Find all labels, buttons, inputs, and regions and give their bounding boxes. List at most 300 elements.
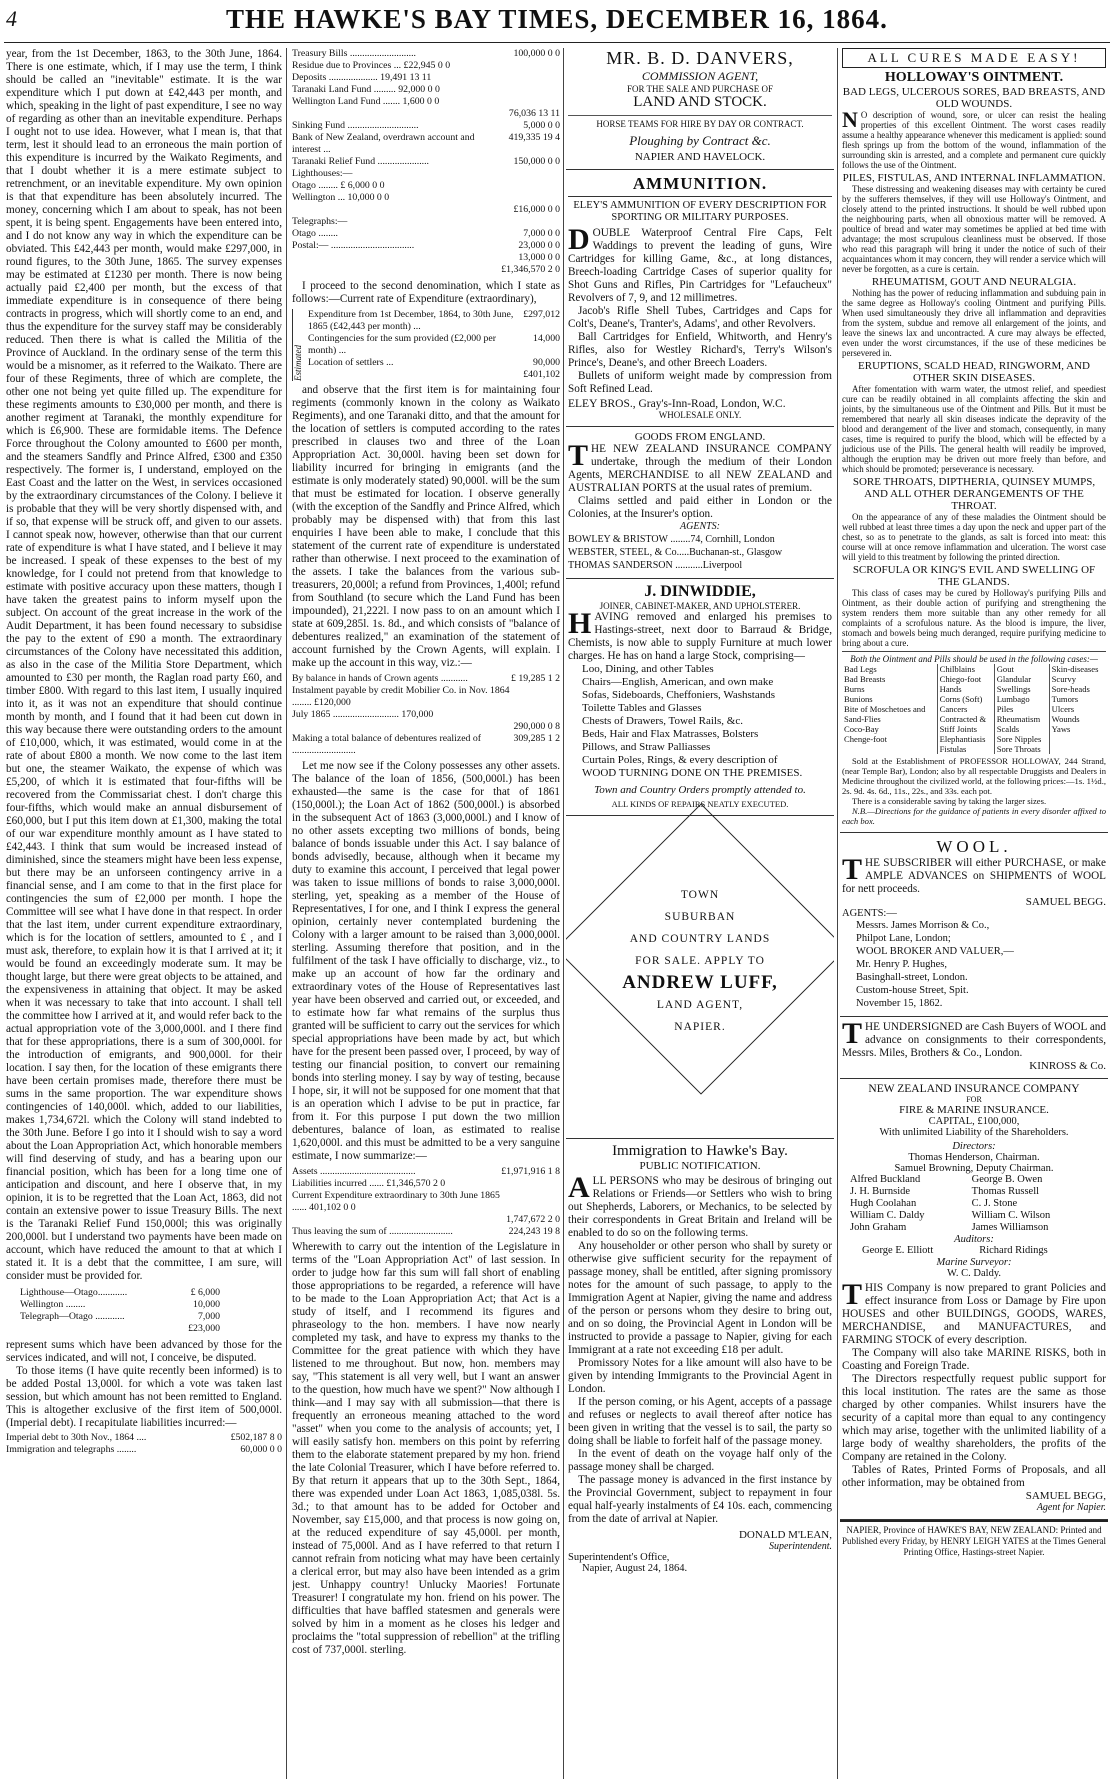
- director-row: [850, 1174, 1100, 1186]
- insurance-capital: CAPITAL, £100,000,: [928, 1116, 1020, 1127]
- kinross-text: HE UNDERSIGNED are Cash Buyers of WOOL and advance on consignments to their correspondents, Messrs. Miles, Brothers & Co., London.: [842, 1021, 1106, 1059]
- kinross-advertisement: [840, 1017, 1108, 1079]
- table-row: [292, 156, 560, 168]
- article-paragraph: I proceed to the second denomination, which I state as follows:—Current rate of Expenditure (extraordinary),: [292, 280, 560, 305]
- table-cell: £401,102: [523, 369, 560, 380]
- immigration-text: The passage money is advanced in the first instance by the Provincial Government, subject to repayment in four equal half-yearly instalments of £4 10s. each, commencing from the date of arrival at Napier.: [568, 1474, 832, 1525]
- insurance-for: FOR: [966, 1095, 982, 1104]
- table-cell: Hands: [937, 684, 994, 694]
- table-row: [292, 1166, 560, 1178]
- table-cell: Bite of Moschetoes and: [844, 704, 926, 714]
- table-cell: Contracted &: [937, 714, 994, 724]
- table-cell: Sore-heads: [1049, 684, 1106, 694]
- table-cell: 13,000 0 0: [518, 252, 560, 263]
- wool-agents-list: [842, 919, 1106, 1010]
- table-row: [292, 204, 560, 216]
- insurance-auditors-table: [862, 1245, 1092, 1257]
- table-cell: [1049, 744, 1106, 754]
- table-cell: Instalment payable by credit Mobilier Co. in Nov. 1864 ........ £120,000: [292, 685, 510, 708]
- table-cell: Imperial debt to 30th Nov., 1864 ....: [6, 1432, 147, 1443]
- dinwiddie-trade: JOINER, CABINET-MAKER, AND UPHOLSTERER.: [599, 601, 801, 611]
- insurance-surveyor-label: Marine Surveyor:: [936, 1257, 1012, 1268]
- table-row: [292, 264, 560, 276]
- ammunition-advertisement: [566, 170, 834, 427]
- insurance-advertisement: [840, 1079, 1108, 1520]
- holloway-heading: PILES, FISTULAS, AND INTERNAL INFLAMMATION.: [842, 172, 1106, 184]
- column-4-advertisements: [840, 48, 1108, 1779]
- table-row: [308, 309, 560, 333]
- wool-agent: November 15, 1862.: [856, 998, 943, 1009]
- table-row: [292, 120, 560, 132]
- wool-agent: Philpot Lane, London;: [856, 933, 951, 944]
- ammunition-wholesale: WHOLESALE ONLY.: [658, 410, 742, 420]
- dinwiddie-items: [568, 663, 832, 780]
- furniture-item: WOOD TURNING DONE ON THE PREMISES.: [582, 767, 803, 779]
- wool-agent: Basinghall-street, London.: [856, 972, 968, 983]
- drop-cap: T: [842, 1278, 863, 1311]
- table-cell: Chiego-foot: [937, 674, 994, 684]
- holloway-heading: SORE THROATS, DIPTHERIA, QUINSEY MUMPS, AND ALL OTHER DERANGEMENTS OF THE THROAT.: [852, 476, 1096, 512]
- table-cell: Wellington Land Fund ....... 1,600 0 0: [292, 96, 440, 107]
- table-row: [292, 228, 560, 240]
- table-cell: [501, 96, 560, 108]
- holloway-cases-table: [842, 664, 1106, 754]
- danvers-name: MR. B. D. DANVERS,: [606, 48, 794, 68]
- table-cell: Chilblains: [937, 664, 994, 674]
- table-cell: Immigration and telegraphs ........: [6, 1444, 137, 1455]
- insurance-signer-role: Agent for Napier.: [1036, 1502, 1106, 1513]
- table-row: [292, 132, 560, 156]
- table-cell: 14,000: [533, 333, 560, 344]
- goods-text: HE NEW ZEALAND INSURANCE COMPANY undertake, through the medium of their London Agents, MERCHANDISE to all NEW ZEALAND and AUSTRALIAN PORTS at the usual rates of premium.: [568, 443, 832, 494]
- article-paragraph: Let me now see if the Colony possesses any other assets. The balance of the loan of 1856, (500,000l.) has been exhausted—the same is the case for that of 1861 (150,000l.); the Loan Act of 1862 (500,000l.) is absorbed in the subsequent Act of 1863 (3,000,000l.) and I know of no other assets excepting two millions of bonds, being balance of bonds issuable under this Act. I say balance of bonds advisedly, because, although when it became my duty to examine this account, I perceived that legal power was taken to issue millions of bonds to raise 3,000,000l. sterling, yet, speaking as a member of the House of Representatives, I for one, and I think I express the general opinion, certainly never contemplated burdening the Colony with a larger amount to be raised than 3,000,000l. sterling. Assuming therefore that position, and in the fulfilment of the task I have officially to discharge, viz., to make up an account of how far the ordinary and extraordinary votes of the House of Representatives last year have been observed and carried out, or exceeded, and to estimate how far what remains of the surplus thus granted will be sufficient to carry out the services for which special appropriations have been made by act, but which have for the present been passed over, I proceed, by way of testing our financial position, to convert our remaining bonds into sterling money. I say by way of testing, because I hope, sir, it will not be supposed for one moment that that is an operation which I advise to be put in practice, far from it. For this purpose I put down the two million debentures, balance of loan, as estimated to realise 1,620,000l. and this must be admitted to be a very sanguine estimate, I now summarize:—: [292, 760, 560, 1162]
- table-cell: Wounds: [1049, 714, 1106, 724]
- table-cell: Skin-diseases: [1049, 664, 1106, 674]
- holloway-nb: N.B.—Directions for the guidance of patients in every disorder affixed to each box.: [842, 806, 1106, 826]
- dinwiddie-text: AVING removed and enlarged his premises to Hastings-street, next door to Barraud & Bridge, Chemists, is now able to supply Furniture at much lower charges. He has on hand a large Stock, comprising—: [568, 611, 832, 662]
- cases-row: [842, 714, 1106, 724]
- table-cell: 60,000 0 0: [240, 1444, 282, 1455]
- immigration-text: If the person coming, or his Agent, accepts of a passage and refuses or neglects to avail thereof after notice has been given in writing that the vessel is to sail, the party so doing shall be liable to forfeit half of the passage money.: [568, 1396, 832, 1447]
- danvers-horses: HORSE TEAMS FOR HIRE BY DAY OR CONTRACT.: [568, 115, 832, 129]
- table-cell: Gout: [994, 664, 1049, 674]
- luff-line: SUBURBAN: [664, 911, 736, 923]
- table-cell: 7,000: [197, 1311, 220, 1322]
- article-paragraph: and observe that the first item is for maintaining four regiments (commonly known in the colony as Waikato Regiments), and one Taranaki ditto, and that the amount for the location of settlers is computed according to the rates prescribed in clauses two and three of the Loan Appropriation Act. 30,000l. having been set down for liability incurred for bringing in emigrants (and the estimate is only moderately stated) 90,000l. will be the sum that must be estimated for location. I observe generally (with the exception of the Sandfly and Prince Alfred, which probably may be dispensed with) that from this last enquiries I have been able to make, I conclude that this statement of the current rate of expenditure is understated rather than otherwise. I next proceed to the examination of the assets. I take the balances from the various sub-treasurers, 20,000l; a refund from Provinces, 1,400l; refund from Southland (to secure which the Land Fund has been impounded), 21,222l. I now pass to on an amount which I state at 609,285l. 1s. 8d., and which consists of "balance of debentures realized," an examination of the statement of account furnished by the Crown Agents, will explain. I make up the account in this way, viz.:—: [292, 384, 560, 669]
- printer-imprint: NAPIER, Province of HAWKE'S BAY, NEW ZEALAND: Printed and Published every Friday, by HENRY LEIGH YATES at the Times General Printing Office, Hastings-street Napier.: [840, 1520, 1108, 1558]
- insurance-signer: SAMUEL BEGG,: [1025, 1490, 1106, 1502]
- table-cell: Telegraph—Otago ............: [20, 1311, 125, 1322]
- table-row: [292, 1190, 560, 1214]
- table-cell: Taranaki Relief Fund .....................: [292, 156, 429, 167]
- table-cell: [501, 192, 560, 204]
- table-cell: Scurvy: [1049, 674, 1106, 684]
- liabilities-recap-table: [6, 1432, 282, 1456]
- kinross-signer: KINROSS & Co.: [1029, 1060, 1106, 1072]
- table-cell: Otago ........: [292, 228, 338, 239]
- furniture-item: Beds, Hair and Flax Matrasses, Bolsters: [582, 728, 759, 740]
- table-cell: Sinking Fund .............................: [292, 120, 419, 131]
- cases-row: [842, 674, 1106, 684]
- liabilities-subtable: [20, 1287, 220, 1335]
- table-cell: [511, 685, 560, 709]
- cases-row: [842, 664, 1106, 674]
- table-row: [6, 1444, 282, 1456]
- table-row: [292, 84, 560, 96]
- table-row: [20, 1323, 220, 1335]
- table-cell: 224,243 19 8: [508, 1226, 560, 1237]
- newspaper-title: THE HAWKE'S BAY TIMES, DECEMBER 16, 1864.: [226, 4, 888, 34]
- ammunition-firm: ELEY BROS., Gray's-Inn-Road, London, W.C.: [568, 398, 786, 410]
- table-cell: Piles: [994, 704, 1049, 714]
- holloway-heading: BAD LEGS, ULCEROUS SORES, BAD BREASTS, AND OLD WOUNDS.: [842, 86, 1106, 110]
- table-row: [292, 252, 560, 264]
- danvers-role: COMMISSION AGENT,: [641, 69, 759, 83]
- drop-cap: H: [568, 607, 592, 640]
- director-row: [850, 1210, 1100, 1222]
- holloway-title: HOLLOWAY'S OINTMENT.: [884, 70, 1064, 85]
- holloway-sold: Sold at the Establishment of PROFESSOR HOLLOWAY, 244 Strand, (near Temple Bar), London; also by all respectable Druggists and Dealers in Medicine throughout the civilized world, at the following prices:—1s. 1½d., 2s. 9d. 4s. 6d., 11s., 22s., and 33s. each pot.: [842, 756, 1106, 796]
- table-row: [292, 180, 560, 192]
- column-divider: [837, 48, 838, 1779]
- article-paragraph: year, from the 1st December, 1863, to the 30th June, 1864. There is one estimate, which, if I may use the term, I think should be called an "inevitable" estimate. It is the war expenditure which I put down at £42,443 per month, and which, speaking in the light of past expenditure, I see no way of regarding as other than an inevitable expenditure. Perhaps I ought not to use idea. However, what I mean is, that that term, lest it should lead to an erroneous the main portion of this expenditure is incurred by the Waikato Regiments, and that I doubt whether it is a mere estimate subject to retrenchment, or an inevitable expenditure. My own opinion is that that expenditure has been absolutely incurred. The money, concerning which I am about to speak, has not been spent, it is being spent. Engagements have been entered into, and I do not know any way in which the expenditure can be obviated. This £42,443 per month, would make £297,000, in round figures, to the 30th June, 1865. The survey expenses may be estimated at £1230 per month. There is now being actually paid £2,400 per month, but the excess of that immediate expenditure is in consequence of there being contracts in progress, which will shortly come to an end, and thus the expenditure for the survey staff may be considerably reduced. Then there is what is called the Militia of the Province of Auckland. In the ordinary sense of the term this would be a misnomer, as it referred to the Waikato. There are four of these Regiments, three of which are complete, the other one not being yet quite filled up. The expenditure for these regiments amounts to £30,000 per month, and there is another regiment at Taranaki, the monthly expenditure for which is £6,900. These are formidable items. The Defence Force throughout the Colony amounted to £600 per month, and the steamers Sandfly and Prince Alfred, £300 and £350 respectively. The former is, I understand, employed on the East Coast and the latter on the West, in services occasioned by the extraordinary circumstances of the Colony. I believe it is probable that they will be very shortly dispensed with, and if so, that expense will be struck off, and given to our assets. I cannot speak now, however, otherwise than that our current rate of expenditure is what I have stated, and I believe it may be increased. I speak of these expenses to the best of my knowledge, for I could not pretend from that knowledge to estimate with positive accuracy upon these matters, though I have taken the greatest pains to inform myself upon the subject. On account of the great increase in the work of the Audit Department, it has been found necessary to subsidise the pay to the extent of £90 a month. The extraordinary circumstances of the Colony have necessitated this addition, as also in the case of the Militia Store Department, which amounted to £30 per month, the Raglan road party £60, and timber £800. With regard to this last item, I usually inquired into it, as it was not an expenditure that should continue month by month, and I found that it had been cut down in this way because there were outstanding orders to the amount of £10,000, which, it was estimated, would come in at the rate of about £800 a month. We now come to the last item but one, the steamer Waikato, the expense of which was £5,200, of which it is estimated that four-fifths will be recovered from the Commissariat chest. I don't charge this four-fifths, which would make an annual disbursement of £60,000, but I put this item down at £1,300, making the total of our war expenditure monthly amount as I have stated to £42,443. I think that sum would be increased instead of diminished, since the steamers might have been less expense, but there may be an unforseen contingency arrive in a financial sense, and I am come to that in the first place for contingencies the sum of £2,000 per month. I hope the Committee will see what I have done in that respect. In order that the last item, under current expenditure extraordinary, which is for the location of settlers, amounted to £ , and I must ask, therefore, to explain how it is that I arrived at it; it would be found an exceedingly moderate sum. It may be thought large, but there were great objects to be attained, and the expensiveness in attaining that object. It may be asked when it was necessary to take that into account. I shall tell the committee how I arrived at it, and would refer back to the actual appropriation vote of the 3,000,000l. and I there find that for these appropriations, there is a sum of 300,000l. for the introduction of emigrants, and 900,000l. for their location. I say then, for the location of these emigrants there have been certain promises made, therefore there must be sums in the same proportion. The war expenditure shows contingencies of 140,000l. which, added to our liabilities, makes 1,734,672l. which the Colony will stand indebted to the 30th June. Before I go into it I should wish to say a word about the Loan Appropriation Act, which honorable members will find deserving of study, and has a bearing upon our financial position, which has been for a long time one of anticipation and discount, and here I observe that, in my opinion, it is to be regretted that the Loan Act, 1863, did not contain an extensive power to issue Treasury Bills. The next is the Taranaki Relief Fund 150,000l; this was originally 200,000l. but I understand two payments have been made on account, which have reduced the amount to that at which I stated it. It is a debt that the committee, I am sure, will consider must be provided for.: [6, 48, 282, 1282]
- table-cell: £16,000 0 0: [513, 204, 560, 215]
- table-cell: 309,285 1 2: [513, 733, 560, 744]
- table-cell: Scalds: [994, 724, 1049, 734]
- table-row: [308, 333, 560, 357]
- immigration-signer: DONALD M'LEAN,: [738, 1529, 832, 1541]
- goods-title: GOODS FROM ENGLAND.: [634, 431, 766, 443]
- table-cell: William C. Wilson: [971, 1210, 1051, 1221]
- furniture-item: Curtain Poles, Rings, & every description of: [582, 754, 778, 766]
- table-cell: 7,000 0 0: [523, 228, 560, 239]
- immigration-office: Superintendent's Office,: [568, 1552, 670, 1563]
- table-cell: Contingencies for the sum provided (£2,000 per month) ...: [308, 333, 497, 356]
- table-row: [292, 240, 560, 252]
- wool-agent: Messrs. James Morrison & Co.,: [856, 920, 990, 931]
- ammunition-text: Jacob's Rifle Shell Tubes, Cartridges and Caps for Colt's, Deane's, Tranter's, Adams', and other Revolvers.: [568, 305, 832, 330]
- luff-line: NAPIER.: [674, 1021, 726, 1033]
- table-cell: 23,000 0 0: [518, 240, 560, 251]
- holloway-text: After fomentation with warm water, the utmost relief, and speediest cure can be readily obtained in all complaints affecting the skin and joints, by the simultaneous use of the Ointment and Pills. But it must be remembered that nearly all skin diseases indicate the depravity of the blood and derangement of the liver and stomach, consequently, in many cases, time is required to purify the blood, which will be effected by a judicious use of the Pills. The general health will readily be improved, although the eruption may be driven out more freely than before, and which should be promoted; perseverance is necessary.: [842, 384, 1106, 474]
- table-cell: Bunions: [844, 694, 873, 704]
- holloway-cases-intro: Both the Ointment and Pills should be used in the following cases:—: [842, 651, 1106, 664]
- table-cell: Ulcers: [1049, 704, 1106, 714]
- table-cell: [501, 1190, 560, 1214]
- ammunition-text: Bullets of uniform weight made by compression from Soft Refined Lead.: [568, 370, 832, 395]
- table-row: [292, 709, 560, 721]
- danvers-ploughing: Ploughing by Contract &c.: [629, 133, 771, 148]
- table-row: [292, 108, 560, 120]
- table-cell: Fistulas: [937, 744, 994, 754]
- table-cell: [501, 216, 560, 228]
- table-cell: £502,187 8 0: [230, 1432, 282, 1443]
- table-cell: J. H. Burnside: [850, 1186, 911, 1197]
- table-cell: Hugh Coolahan: [850, 1198, 917, 1209]
- table-row: [292, 216, 560, 228]
- director-row: [850, 1198, 1100, 1210]
- table-row: [292, 1178, 560, 1190]
- holloway-banner: ALL CURES MADE EASY!: [842, 48, 1106, 68]
- drop-cap: A: [568, 1171, 590, 1204]
- table-cell: Rheumatism: [994, 714, 1049, 724]
- holloway-text: This class of cases may be cured by Holloway's purifying Pills and Ointment, as their double action of purifying and strengthening the system renders them more suitable than any other remedy for all complaints of a scrofulous nature. As the blood is impure, the liver, stomach and bowels being much deranged, require purifying medicine to bring about a cure.: [842, 588, 1106, 648]
- masthead: [0, 0, 1114, 44]
- table-cell: [292, 252, 501, 264]
- holloway-text: O description of wound, sore, or ulcer can resist the healing properties of this excellent Ointment. The worst cases readily assume a healthy appearance whenever this medicament is applied: sound flesh springs up from the bottom of the wound, inflammation of the surrounding skin is arrested, and a complete and permanent cure quickly follows the use of the Ointment.: [842, 110, 1106, 170]
- holloway-heading: SCROFULA OR KING'S EVIL AND SWELLING OF THE GLANDS.: [852, 564, 1096, 588]
- table-row: [292, 685, 560, 709]
- table-cell: Elephantiasis: [937, 734, 994, 744]
- wool-advertisement: [840, 833, 1108, 1017]
- immigration-text: Promissory Notes for a like amount will also have to be given by intending Immigrants to the Provincial Agent in London.: [568, 1357, 832, 1395]
- luff-line: FOR SALE. APPLY TO: [635, 955, 765, 967]
- table-cell: [501, 1178, 560, 1190]
- table-cell: [292, 204, 501, 216]
- table-cell: 150,000 0 0: [513, 156, 560, 167]
- luff-line: AND COUNTRY LANDS: [629, 933, 771, 945]
- summary-table: [292, 1166, 560, 1238]
- cases-row: [842, 734, 1106, 744]
- goods-agents-list: [568, 533, 832, 572]
- director-row: [850, 1186, 1100, 1198]
- table-cell: C. J. Stone: [971, 1198, 1018, 1209]
- table-cell: 1,747,672 2 0: [506, 1214, 560, 1225]
- dinwiddie-repairs: ALL KINDS OF REPAIRS NEATLY EXECUTED.: [611, 799, 789, 809]
- drop-cap: D: [568, 223, 590, 256]
- table-row: [292, 1214, 560, 1226]
- table-cell: Making a total balance of debentures realized of ..........................: [292, 733, 482, 756]
- dinwiddie-advertisement: [566, 579, 834, 816]
- estimated-expenditure-block: [292, 309, 560, 381]
- page-number: 4: [6, 6, 17, 31]
- goods-agents-label: AGENTS:: [680, 521, 720, 532]
- table-row: [292, 733, 560, 757]
- furniture-item: Loo, Dining, and other Tables: [582, 663, 714, 675]
- danvers-for: FOR THE SALE AND PURCHASE OF: [626, 84, 774, 94]
- table-cell: Thomas Russell: [971, 1186, 1040, 1197]
- table-cell: £1,346,570 2 0: [501, 264, 560, 275]
- table-row: [292, 721, 560, 733]
- drop-cap: T: [842, 1017, 863, 1050]
- dinwiddie-orders: Town and Country Orders promptly attended to.: [594, 784, 806, 796]
- insurance-auditors-label: Auditors:: [954, 1234, 994, 1245]
- immigration-date: Napier, August 24, 1864.: [582, 1563, 688, 1574]
- column-divider: [286, 48, 287, 1779]
- table-cell: Lighthouse—Otago............: [20, 1287, 128, 1298]
- cases-row: [842, 684, 1106, 694]
- luff-advertisement: [566, 816, 834, 1139]
- insurance-directors-table: [850, 1174, 1100, 1234]
- table-cell: Alfred Buckland: [850, 1174, 921, 1185]
- table-cell: 90,000: [533, 357, 560, 368]
- column-3-advertisements: [566, 48, 834, 1779]
- holloway-saving: There is a considerable saving by taking the larger sizes.: [852, 796, 1047, 806]
- furniture-item: Chests of Drawers, Towel Rails, &c.: [582, 715, 743, 727]
- holloway-text: Nothing has the power of reducing inflammation and subduing pain in the same degree as Holloway's cooling Ointment and purifying Pills. When used simultaneously they drive all inflammation and depravities from the system, subdue and remove all enlargement of the joints, and leave the sinews lax and uncontracted. A cure may always be effected, even under the worst circumstances, if the use of these medicines be persevered in.: [842, 288, 1106, 358]
- furniture-item: Sofas, Sideboards, Cheffoniers, Washstands: [582, 689, 776, 701]
- furniture-item: Toilette Tables and Glasses: [582, 702, 702, 714]
- table-cell: [292, 108, 501, 120]
- table-cell: Thus leaving the sum of ..........................: [292, 1226, 453, 1237]
- wool-agent: Custom-house Street, Spit.: [856, 985, 969, 996]
- table-cell: Telegraphs:—: [292, 216, 348, 227]
- immigration-text: In the event of death on the voyage half only of the passage money shall be charged.: [568, 1448, 832, 1473]
- table-row: [6, 1432, 282, 1444]
- furniture-item: Chairs—English, American, and own make: [582, 676, 774, 688]
- table-cell: 10,000: [193, 1299, 220, 1310]
- goods-agent: WEBSTER, STEEL, & Co.....Buchanan-st., Glasgow: [568, 547, 783, 558]
- insurance-title: NEW ZEALAND INSURANCE COMPANY: [868, 1083, 1080, 1095]
- danvers-advertisement: [566, 48, 834, 170]
- drop-cap: T: [842, 853, 863, 886]
- wool-agent: WOOL BROKER AND VALUER,—: [856, 946, 1014, 957]
- danvers-place: NAPIER AND HAVELOCK.: [634, 151, 766, 163]
- table-cell: [292, 264, 501, 276]
- ammunition-subtitle: ELEY'S AMMUNITION OF EVERY DESCRIPTION FOR SPORTING OR MILITARY PURPOSES.: [573, 200, 827, 223]
- goods-agent: THOMAS SANDERSON ...........Liverpool: [568, 560, 743, 571]
- column-1-article: [6, 48, 282, 1779]
- article-paragraph: To those items (I have quite recently been informed) is to be added Postal 13,000l. for which a vote was taken last session, but which amount has not been remitted to England. This is altogether exclusive of the first item of 500,000l. (Imperial debt). I recapitulate liabilities incurred:—: [6, 1365, 282, 1429]
- table-cell: Otago ........ £ 6,000 0 0: [292, 180, 385, 191]
- table-cell: Coco-Bay: [844, 724, 879, 734]
- insurance-text: HIS Company is now prepared to grant Policies and effect insurance from Loss or Damage by Fire upon HOUSES and other BUILDINGS, GOODS, WARES, MERCHANDISE, and MANUFACTURES, and FARMING STOCK of every description.: [842, 1282, 1106, 1346]
- table-cell: 76,036 13 11: [508, 108, 560, 119]
- table-row: [292, 168, 560, 180]
- drop-cap: N: [842, 107, 858, 132]
- table-cell: Stiff Joints: [937, 724, 994, 734]
- table-cell: Lumbago: [994, 694, 1049, 704]
- table-cell: Location of settlers ...: [308, 357, 394, 368]
- table-cell: Postal:— ..................................: [292, 240, 415, 251]
- table-cell: [501, 180, 560, 192]
- cases-row: [842, 744, 1106, 754]
- table-cell: By balance in hands of Crown agents ...........: [292, 673, 468, 684]
- wool-agent: Mr. Henry P. Hughes,: [856, 959, 947, 970]
- estimated-label: Estimated: [292, 309, 305, 381]
- table-cell: Taranaki Land Fund ......... 92,000 0 0: [292, 84, 440, 95]
- table-row: [308, 369, 560, 381]
- table-cell: Lighthouses:—: [292, 168, 353, 179]
- table-cell: [501, 84, 560, 96]
- immigration-signer-role: Superintendent.: [768, 1541, 832, 1552]
- table-cell: [511, 709, 560, 721]
- table-cell: Treasury Bills ...........................: [292, 48, 417, 59]
- insurance-liability: With unlimited Liability of the Shareholders.: [879, 1127, 1069, 1138]
- table-cell: Burns: [844, 684, 865, 694]
- immigration-text: LL PERSONS who may be desirous of bringing out Relations or Friends—or Settlers who wish to bring out Shepherds, Laborers, or Mechanics, to be selected by their correspondents in Great Britain and Ireland will be enabled to do so on the following terms.: [568, 1175, 832, 1239]
- goods-advertisement: [566, 427, 834, 579]
- table-row: [308, 357, 560, 369]
- table-cell: [292, 1214, 501, 1226]
- table-cell: [842, 744, 937, 754]
- masthead-rule: [4, 42, 1110, 43]
- assets-table: [292, 673, 560, 757]
- table-cell: 290,000 0 8: [513, 721, 560, 732]
- holloway-text: These distressing and weakening diseases may with certainty be cured by the sufferers themselves, if they will use Holloway's Ointment, and closely attend to the printed instructions. It should be well rubbed upon the neighbouring parts, when all obnoxious matter will be removed. A poultice of bread and water may sometimes be applied at bed time with advantage; the most scrupulous cleanliness must be observed. If those who read this paragraph will bring it under the notice of such of their acquaintances whom it may concern, they will render a service which will never be forgotten, as a cure is certain.: [842, 184, 1106, 274]
- table-cell: Swellings: [994, 684, 1049, 694]
- table-cell: Sore Throats: [994, 744, 1049, 754]
- column-2-article: [292, 48, 560, 1779]
- table-row: [292, 72, 560, 84]
- table-row: [292, 48, 560, 60]
- danvers-trade: LAND AND STOCK.: [633, 94, 767, 110]
- table-cell: Current Expenditure extraordinary to 30th June 1865 ...... 401,102 0 0: [292, 1190, 500, 1213]
- table-row: [292, 60, 560, 72]
- table-row: [292, 673, 560, 685]
- table-cell: July 1865 ........................... 170,000: [292, 709, 434, 720]
- drop-cap: T: [568, 439, 589, 472]
- dinwiddie-name: J. DINWIDDIE,: [644, 583, 756, 600]
- table-cell: [1049, 734, 1106, 744]
- wool-title: WOOL.: [936, 837, 1012, 856]
- column-divider: [563, 48, 564, 1779]
- table-cell: Deposits .................... 19,491 13 11: [292, 72, 432, 83]
- table-cell: [292, 721, 511, 733]
- table-cell: Yaws: [1049, 724, 1106, 734]
- goods-text: Claims settled and paid either in London or the Colonies, at the Insurer's option.: [568, 495, 832, 520]
- table-row: [292, 192, 560, 204]
- wool-signer: SAMUEL BEGG.: [1025, 896, 1106, 908]
- table-cell: [501, 168, 560, 180]
- table-cell: 100,000 0 0: [513, 48, 560, 59]
- insurance-surveyor: W. C. Daldy.: [946, 1268, 1002, 1279]
- table-cell: Glandular: [994, 674, 1049, 684]
- table-cell: James Williamson: [971, 1222, 1049, 1233]
- table-cell: Liabilities incurred ...... £1,346,570 2 0: [292, 1178, 446, 1189]
- insurance-chairman: Thomas Henderson, Chairman.: [908, 1152, 1040, 1163]
- director-row: [850, 1222, 1100, 1234]
- table-cell: Cancers: [937, 704, 994, 714]
- table-cell: Expenditure from 1st December, 1864, to 30th June, 1865 (£42,443 per month) ...: [308, 309, 514, 332]
- insurance-subtitle: FIRE & MARINE INSURANCE.: [899, 1104, 1049, 1116]
- insurance-deputy: Samuel Browning, Deputy Chairman.: [894, 1163, 1054, 1174]
- luff-line: TOWN: [680, 889, 720, 901]
- holloway-heading: ERUPTIONS, SCALD HEAD, RINGWORM, AND OTHER SKIN DISEASES.: [858, 360, 1090, 384]
- table-cell: Bad Legs: [844, 664, 877, 674]
- ammunition-title: AMMUNITION.: [568, 174, 832, 197]
- immigration-notice: [566, 1139, 834, 1580]
- insurance-text: The Directors respectfully request public support for this local institution. The rates are the same as those charged by other companies. Whilst insurers have the security of a capital more than equal to any contingency which may arise, together with the unlimited liability of a large body of wealthy shareholders, the profits of the Company are retained in the Colony.: [842, 1373, 1106, 1463]
- holloway-advertisement: [840, 48, 1108, 833]
- article-paragraph: represent sums which have been advanced by those for the services indicated, and will not, I conceive, be disputed.: [6, 1339, 282, 1364]
- cases-row: [842, 704, 1106, 714]
- table-cell: Sore Nipples: [994, 734, 1049, 744]
- table-cell: £ 19,285 1 2: [511, 673, 560, 684]
- table-cell: Chenge-foot: [844, 734, 887, 744]
- immigration-text: Any householder or other person who shall by surety or otherwise give sufficient security for the repayment of passage money, shall be entitled, after signing promissory notes for the amount of such passage, to apply to the Immigration Agent at Napier, giving the name and address of the person or persons whom they desire to bring out, and on so doing, the Provincial Agent in London will be instructed to provide a passage to Napier, giving for each Immigrant at a rate not exceeding £18 per adult.: [568, 1240, 832, 1356]
- table-cell: William C. Daldy: [850, 1210, 925, 1221]
- table-cell: Wellington ........: [20, 1299, 86, 1310]
- table-cell: [308, 369, 523, 381]
- table-cell: George B. Owen: [971, 1174, 1043, 1185]
- goods-agent: BOWLEY & BRISTOW ........74, Cornhill, London: [568, 534, 775, 545]
- immigration-title: Immigration to Hawke's Bay.: [612, 1143, 788, 1159]
- liabilities-table: [292, 48, 560, 276]
- wool-agents-label: AGENTS:—: [842, 908, 897, 919]
- ammunition-text: Ball Cartridges for Enfield, Whitworth, and Henry's Rifles, also for Westley Richard's, Terry's Wilson's Prince's, Deane's, and other Breech Loaders.: [568, 331, 832, 369]
- table-row: [292, 96, 560, 108]
- table-cell: Wellington ... 10,000 0 0: [292, 192, 390, 203]
- table-cell: [501, 72, 560, 84]
- furniture-item: Pillows, and Straw Palliasses: [582, 741, 711, 753]
- immigration-subtitle: PUBLIC NOTIFICATION.: [639, 1160, 761, 1172]
- article-paragraph: Wherewith to carry out the intention of the Legislature in terms of the "Loan Appropriation Act" of last session. In order to judge how far this sum will fall short of enabling those appropriations to be regarded, a reference will have to be made to the Loan Appropriation Act; that Act is a study of itself, and I recommend its figures and phraseology to the hon. members. I have now nearly completed my task, and have to express my thanks to the Committee for the great patience with which they have listened to me throughout. But now, hon. members may say, "This statement is all very well, but I want an answer to the question, how much have we spent?" Now although I think—and I may say with all submission—that there is frequently an erroneous meaning attached to the word "asset" when you come to the analysis of accounts; yet, I will easily satisfy hon. members on this point by referring them to the elaborate statement prepared by my hon. friend the late Colonial Treasurer, which I have before referred to. By that return it appears that up to the 30th Sept., 1864, there was expended under Loan Act 1863, 1,085,038l. 5s. 3d.; to that amount has to be added for October and November, say £15,000, and that process is now going on, at the reduced expenditure of say 45,000l. per month, instead of 75,000l. And as I have referred to that return I cannot refrain from noticing what may have been certainly a clerical error, but may also have been intended as a grim jest. Unhappy country! Unlucky Maories! Fortunate Treasurer! I congratulate my hon. friend on his power. The difficulties that have baffled statesmen and generals were solved by him in a moment as he closes his ledger and proclaims the "total suppression of rebellion" at the trifling cost of 737,000l. sterling.: [292, 1241, 560, 1656]
- table-cell: £23,000: [188, 1323, 220, 1334]
- insurance-directors-label: Directors:: [952, 1141, 996, 1152]
- table-cell: Residue due to Provinces ... £22,945 0 0: [292, 60, 451, 71]
- insurance-text: Tables of Rates, Printed Forms of Proposals, and all other information, may be obtained from: [842, 1464, 1106, 1489]
